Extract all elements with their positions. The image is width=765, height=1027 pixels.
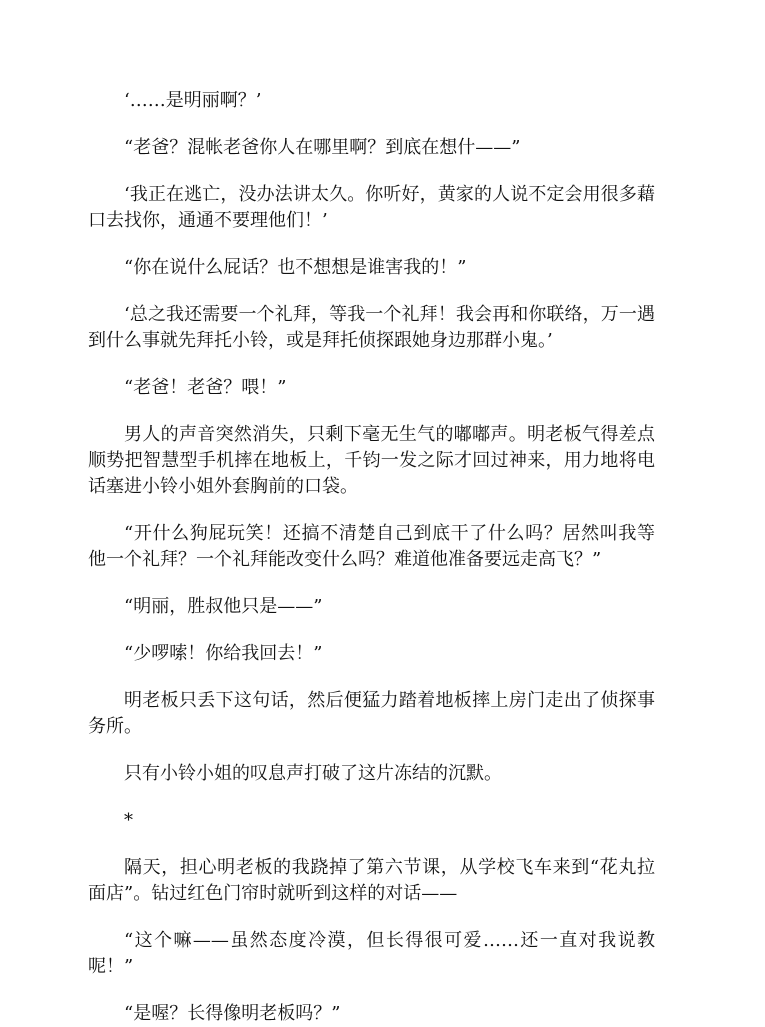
paragraph-6: “老爸！老爸？喂！”: [124, 377, 287, 398]
paragraph-4: “你在说什么屁话？也不想想是谁害我的！”: [124, 257, 467, 278]
paragraph-14: “这个嘛——虽然态度冷漠，但长得很可爱……还一直对我说教呢！”: [88, 930, 655, 977]
paragraph-12: 只有小铃小姐的叹息声打破了这片冻结的沉默。: [124, 763, 502, 784]
paragraph-13: 隔天，担心明老板的我跷掉了第六节课，从学校飞车来到“花丸拉面店”。钻过红色门帘时就听到这样的对话——: [88, 857, 655, 904]
paragraph-7: 男人的声音突然消失，只剩下毫无生气的嘟嘟声。明老板气得差点顺势把智慧型手机摔在地板上，千钧一发之际才回过神来，用力地将电话塞进小铃小姐外套胸前的口袋。: [88, 424, 655, 497]
paragraph-2: “老爸？混帐老爸你人在哪里啊？到底在想什——”: [124, 137, 521, 158]
paragraph-10: “少啰嗦！你给我回去！”: [124, 643, 323, 664]
paragraph-1: ‘……是明丽啊？’: [124, 90, 262, 111]
paragraph-5: ‘总之我还需要一个礼拜，等我一个礼拜！我会再和你联络，万一遇到什么事就先拜托小铃，或是拜托侦探跟她身边那群小鬼。’: [88, 304, 655, 351]
paragraph-9: “明丽，胜叔他只是——”: [124, 596, 323, 617]
paragraph-15: “是喔？长得像明老板吗？”: [124, 1003, 341, 1024]
paragraph-8: “开什么狗屁玩笑！还搞不清楚自己到底干了什么吗？居然叫我等他一个礼拜？一个礼拜能改变什么吗？难道他准备要远走高飞？”: [88, 523, 655, 570]
section-break: *: [124, 810, 133, 831]
paragraph-3: ‘我正在逃亡，没办法讲太久。你听好，黄家的人说不定会用很多藉口去找你，通通不要理他们！’: [88, 184, 655, 231]
paragraph-11: 明老板只丢下这句话，然后便猛力踏着地板摔上房门走出了侦探事务所。: [88, 690, 655, 737]
